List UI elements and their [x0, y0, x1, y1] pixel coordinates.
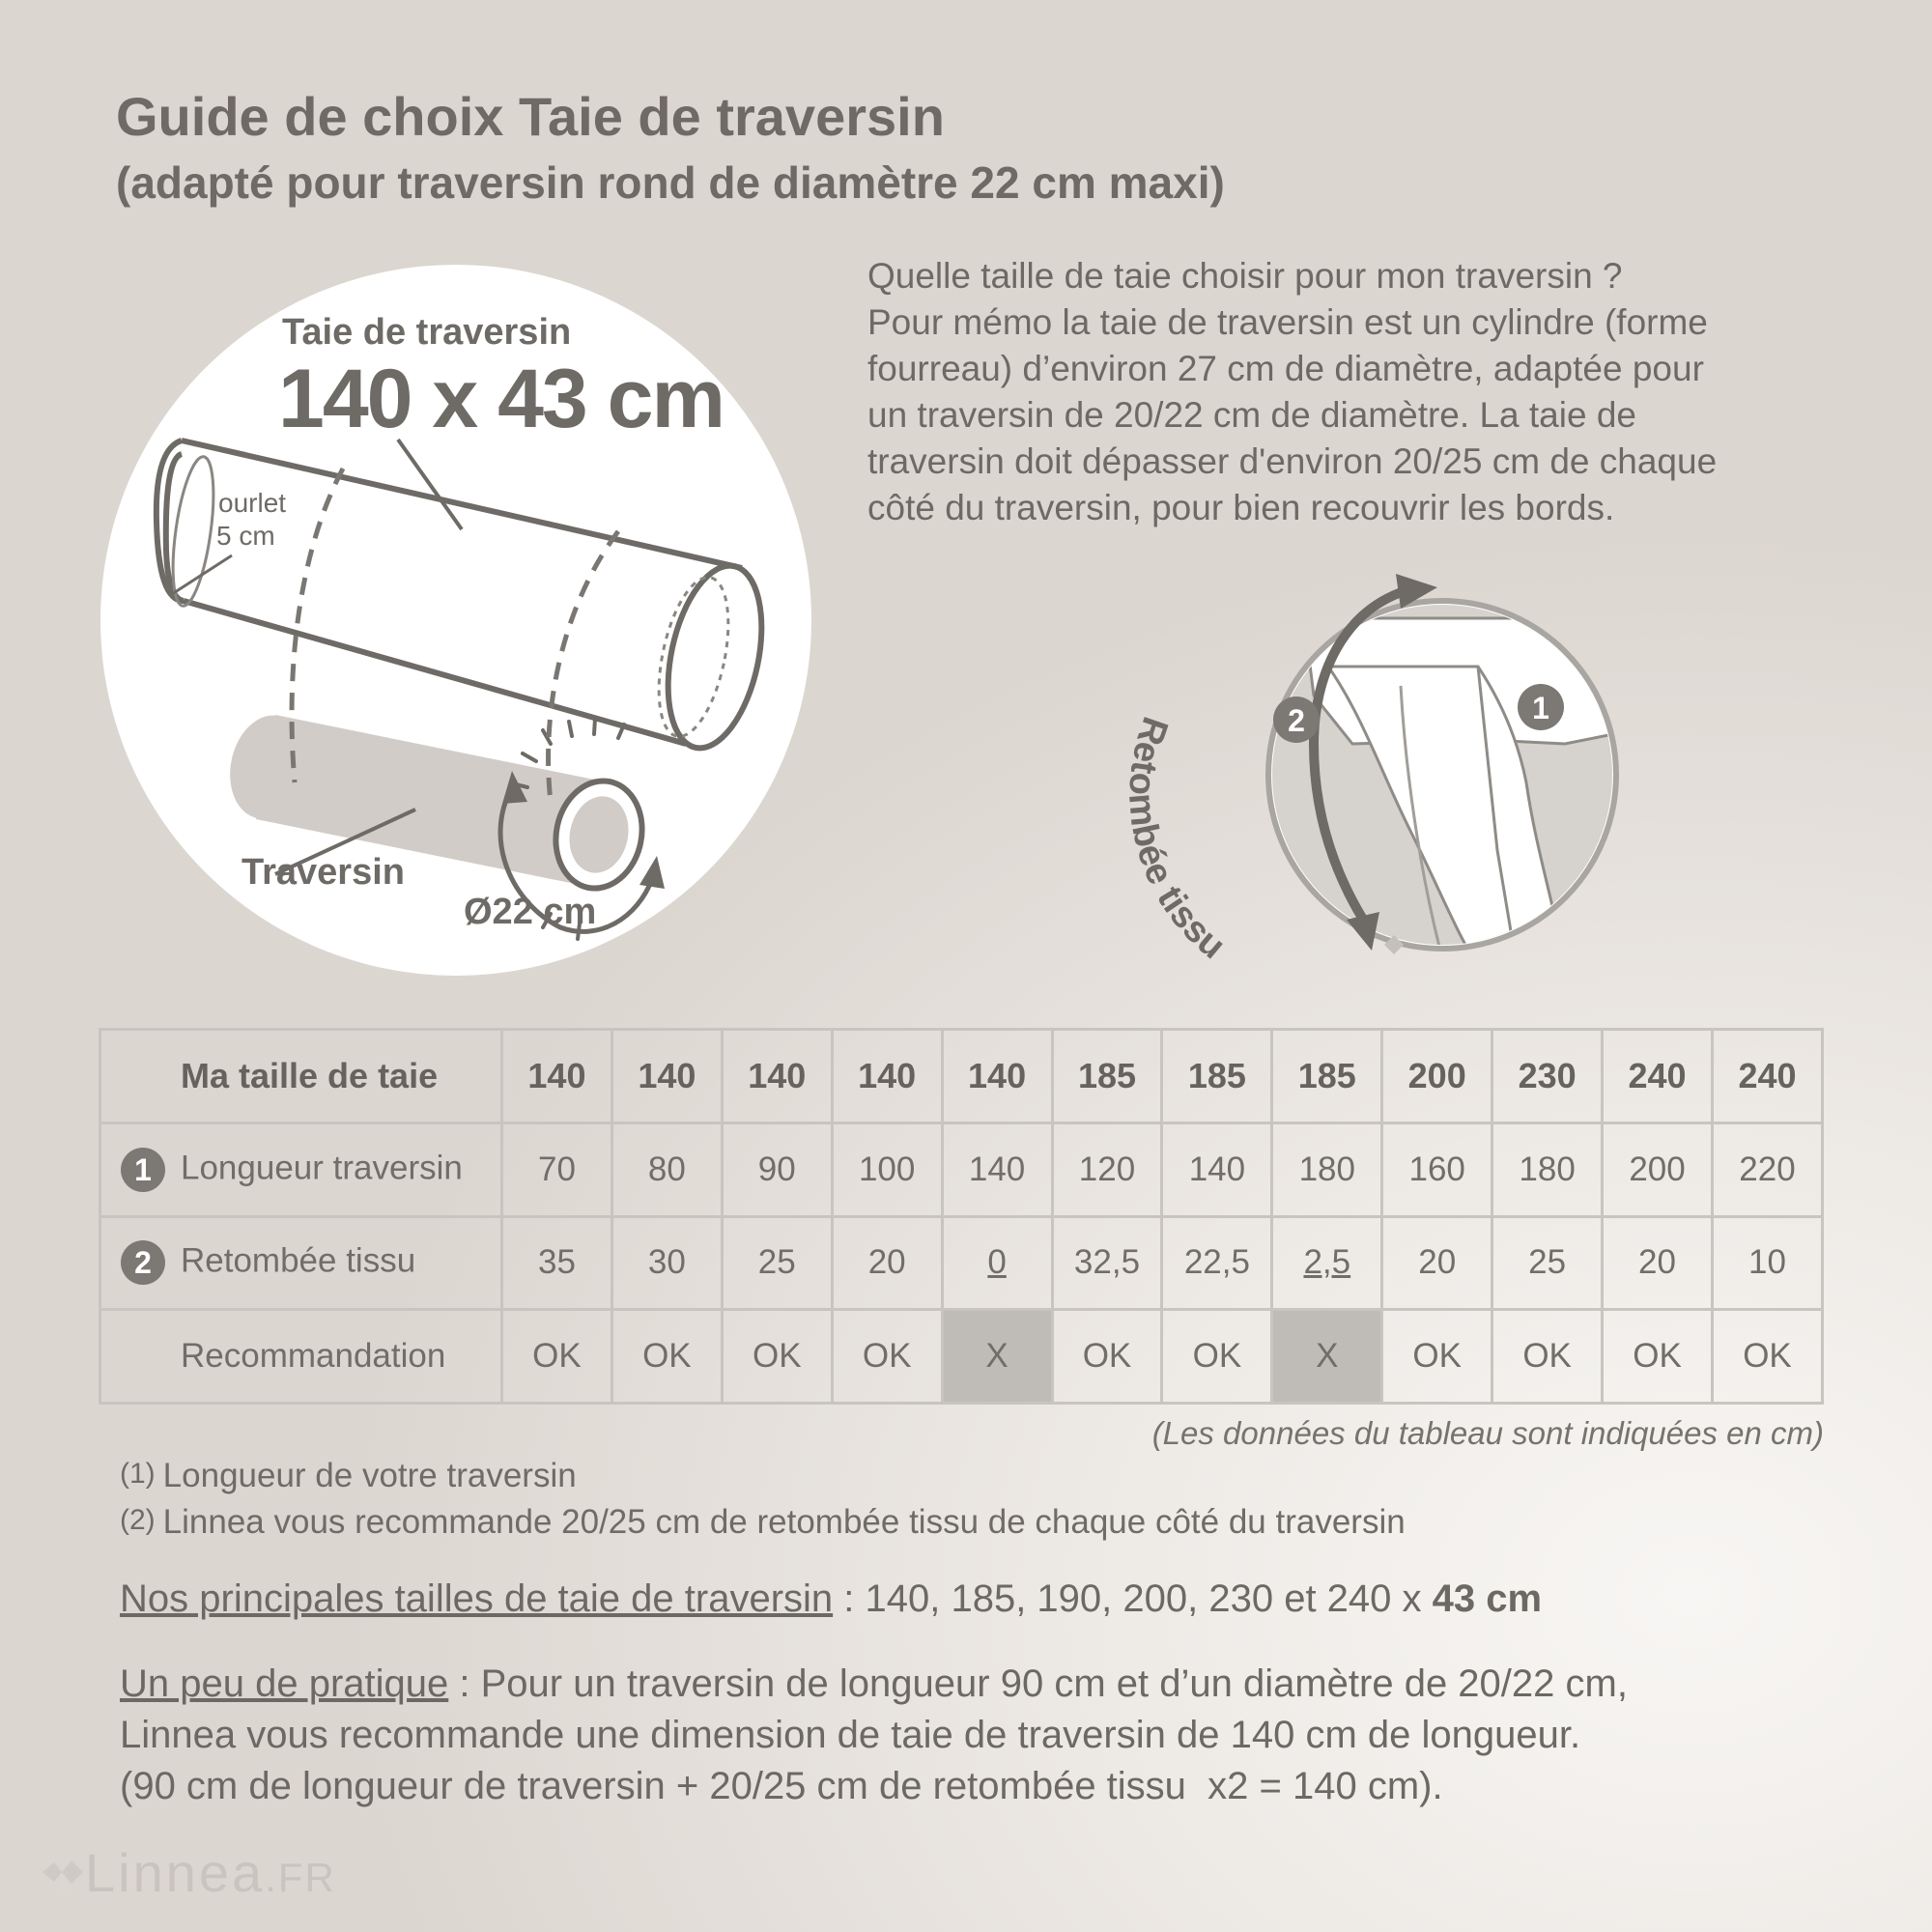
main-sizes-width: 43 cm — [1432, 1577, 1543, 1620]
label-traversin: Traversin — [242, 852, 405, 893]
overhang-illustration — [1111, 560, 1623, 1005]
recommendation-cell: X — [942, 1310, 1052, 1404]
size-cell: 140 — [722, 1030, 832, 1123]
size-cell: 185 — [1162, 1030, 1272, 1123]
size-cell: 185 — [1272, 1030, 1382, 1123]
marker-1-text: 1 — [1532, 691, 1549, 725]
overhang-cell: 0 — [942, 1216, 1052, 1310]
overhang-cell: 22,5 — [1162, 1216, 1272, 1310]
label-size: 140 x 43 cm — [278, 353, 724, 445]
overhang-cell: 25 — [722, 1216, 832, 1310]
overhang-label-path: Retombée tissu — [1120, 711, 1234, 968]
row-label-overhang — [100, 1216, 502, 1310]
overhang-cell: 2,5 — [1272, 1216, 1382, 1310]
footnote — [120, 1457, 577, 1495]
intro-line: côté du traversin, pour bien recouvrir les bords. — [867, 488, 1615, 527]
recommendation-cell: OK — [1712, 1310, 1822, 1404]
length-cell: 70 — [502, 1122, 612, 1216]
table-row-length — [100, 1122, 1823, 1216]
length-cell: 180 — [1272, 1122, 1382, 1216]
practice-text: : Pour un traversin de longueur 90 cm et d’un diamètre de 20/22 cm, — [448, 1662, 1628, 1705]
brand-tld: .FR — [265, 1854, 336, 1900]
brand-name-text: Linnea — [85, 1841, 266, 1903]
recommendation-cell: OK — [722, 1310, 832, 1404]
label-taie: Taie de traversin — [282, 312, 572, 353]
overhang-cell: 30 — [611, 1216, 722, 1310]
page-title: Guide de choix Taie de traversin — [116, 86, 945, 147]
label-ourlet: ourlet — [218, 488, 287, 518]
recommendation-cell: OK — [1162, 1310, 1272, 1404]
intro-line: fourreau) d’environ 27 cm de diamètre, adaptée pour — [867, 349, 1704, 388]
size-cell: 140 — [611, 1030, 722, 1123]
overhang-cell: 10 — [1712, 1216, 1822, 1310]
overhang-cell: 20 — [832, 1216, 942, 1310]
table-row-sizes — [100, 1030, 1823, 1123]
length-cell: 160 — [1382, 1122, 1492, 1216]
footnote-text: Linnea vous recommande 20/25 cm de retombée tissu de chaque côté du traversin — [162, 1503, 1406, 1541]
practice-line — [120, 1659, 1628, 1710]
label-ourlet-size: 5 cm — [216, 521, 275, 551]
practice-line: Linnea vous recommande une dimension de taie de traversin de 140 cm de longueur. — [120, 1714, 1581, 1756]
page-subtitle: (adapté pour traversin rond de diamètre 22 cm maxi) — [116, 157, 1225, 208]
footnote-marker: (2) — [120, 1504, 156, 1536]
overhang-label — [1121, 712, 1233, 967]
length-cell: 90 — [722, 1122, 832, 1216]
practice-label: Un peu de pratique — [120, 1662, 449, 1705]
row-label-text: Longueur traversin — [181, 1148, 463, 1186]
footnote — [120, 1503, 1406, 1542]
overhang-cell: 25 — [1492, 1216, 1603, 1310]
pillowcase-illustration — [97, 261, 816, 980]
marker-2-text: 2 — [1288, 703, 1305, 738]
size-cell: 240 — [1712, 1030, 1822, 1123]
row-marker-1: 1 — [121, 1148, 165, 1192]
size-cell: 240 — [1603, 1030, 1713, 1123]
brand-logo — [39, 1843, 336, 1901]
row-marker-2: 2 — [121, 1240, 165, 1285]
length-cell: 120 — [1052, 1122, 1162, 1216]
table-note: (Les données du tableau sont indiquées en cm) — [1151, 1415, 1824, 1451]
practice-example — [120, 1659, 1628, 1812]
size-table — [99, 1028, 1824, 1405]
overhang-cell: 35 — [502, 1216, 612, 1310]
length-cell: 180 — [1492, 1122, 1603, 1216]
table-row-recommendation — [100, 1310, 1823, 1404]
length-cell: 100 — [832, 1122, 942, 1216]
recommendation-cell: OK — [832, 1310, 942, 1404]
intro-line: Pour mémo la taie de traversin est un cylindre (forme — [867, 302, 1708, 342]
size-cell: 230 — [1492, 1030, 1603, 1123]
length-cell: 200 — [1603, 1122, 1713, 1216]
recommendation-cell: OK — [1052, 1310, 1162, 1404]
recommendation-cell: OK — [1603, 1310, 1713, 1404]
leaf-logo-icon — [39, 1851, 85, 1893]
length-cell: 140 — [1162, 1122, 1272, 1216]
recommendation-cell: OK — [502, 1310, 612, 1404]
size-cell: 140 — [502, 1030, 612, 1123]
length-cell: 140 — [942, 1122, 1052, 1216]
intro-line: Quelle taille de taie choisir pour mon traversin ? — [867, 256, 1623, 296]
header-label: Ma taille de taie — [100, 1030, 502, 1123]
main-sizes-label: Nos principales tailles de taie de traversin — [120, 1577, 834, 1620]
length-cell: 220 — [1712, 1122, 1822, 1216]
practice-line: (90 cm de longueur de traversin + 20/25 cm de retombée tissu x2 = 140 cm). — [120, 1765, 1443, 1807]
row-label-length — [100, 1122, 502, 1216]
overhang-cell: 20 — [1382, 1216, 1492, 1310]
intro-line: traversin doit dépasser d'environ 20/25 cm de chaque — [867, 441, 1718, 481]
recommendation-cell: X — [1272, 1310, 1382, 1404]
recommendation-cell: OK — [611, 1310, 722, 1404]
size-cell: 140 — [832, 1030, 942, 1123]
size-cell: 185 — [1052, 1030, 1162, 1123]
footnote-marker: (1) — [120, 1458, 156, 1490]
main-sizes-values: : 140, 185, 190, 200, 230 et 240 x — [833, 1577, 1433, 1620]
recommendation-cell: OK — [1382, 1310, 1492, 1404]
label-diameter: Ø22 cm — [464, 892, 597, 932]
row-label-text: Retombée tissu — [181, 1241, 416, 1280]
recommendation-cell: OK — [1492, 1310, 1603, 1404]
overhang-cell: 32,5 — [1052, 1216, 1162, 1310]
brand-name — [85, 1841, 336, 1904]
length-cell: 80 — [611, 1122, 722, 1216]
row-label-recommendation: Recommandation — [100, 1310, 502, 1404]
main-sizes — [120, 1577, 1542, 1621]
footnote-text: Longueur de votre traversin — [162, 1457, 577, 1494]
size-cell: 200 — [1382, 1030, 1492, 1123]
table-row-overhang — [100, 1216, 1823, 1310]
overhang-cell: 20 — [1603, 1216, 1713, 1310]
size-cell: 140 — [942, 1030, 1052, 1123]
intro-line: un traversin de 20/22 cm de diamètre. La taie de — [867, 395, 1636, 435]
intro-text — [867, 253, 1843, 531]
